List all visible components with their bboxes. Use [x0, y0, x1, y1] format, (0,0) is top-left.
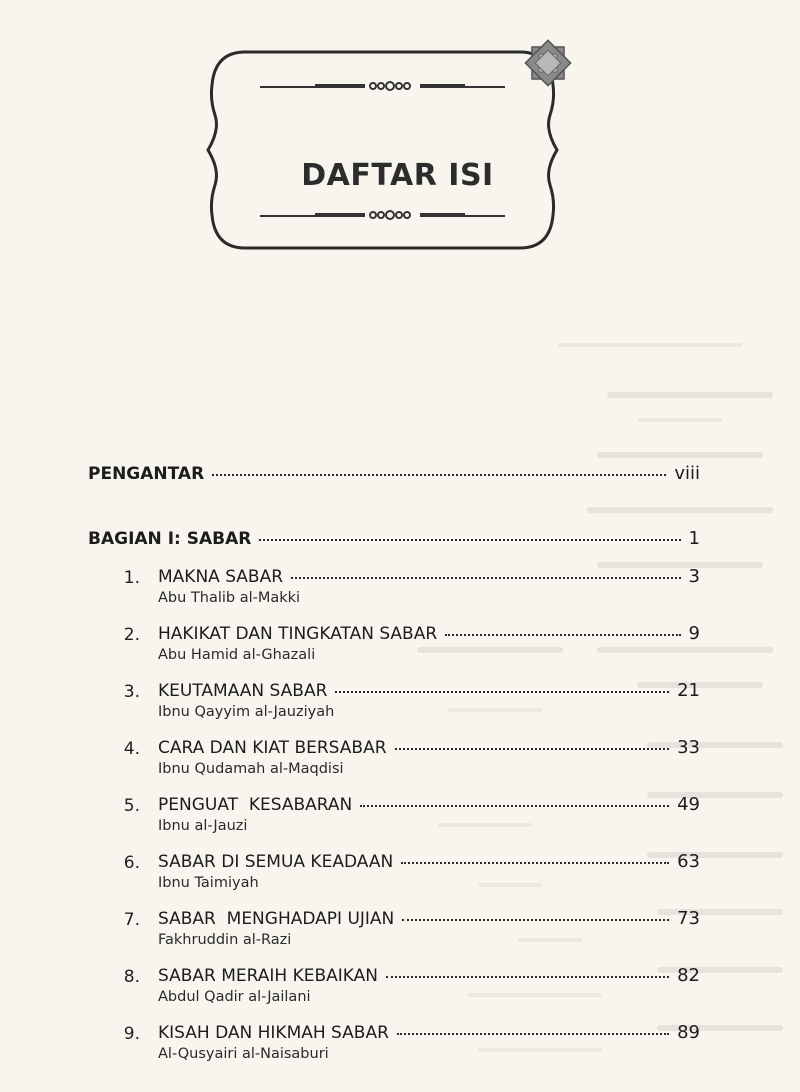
star-ornament-icon — [520, 35, 576, 91]
chapter-page-number: 89 — [677, 1022, 700, 1043]
chapter-number: 8. — [123, 967, 140, 987]
chapter-author: Abu Hamid al-Ghazali — [158, 647, 316, 663]
chapter-page-number: 33 — [677, 737, 700, 758]
chapter-title-line[interactable] — [158, 680, 700, 701]
chapter-page-number: 21 — [677, 680, 700, 701]
chapter-number: 5. — [123, 796, 140, 816]
dot-leader — [360, 805, 669, 807]
chapter-number: 6. — [123, 853, 140, 873]
chapter-title-line[interactable] — [158, 851, 700, 872]
chapter-title: PENGUAT KESABARAN — [158, 795, 353, 815]
chapter-number: 9. — [123, 1024, 140, 1044]
chapter-title: HAKIKAT DAN TINGKATAN SABAR — [158, 624, 438, 644]
chapter-title-line[interactable] — [158, 965, 700, 986]
chapter-author: Ibnu Qudamah al-Maqdisi — [158, 761, 344, 777]
chapter-page-number: 63 — [677, 851, 700, 872]
dot-leader — [401, 862, 669, 864]
dot-leader — [212, 474, 666, 476]
chapter-title: CARA DAN KIAT BERSABAR — [158, 738, 387, 758]
dot-leader — [335, 691, 669, 693]
toc-label: PENGANTAR — [88, 464, 205, 484]
page-title: DAFTAR ISI — [301, 158, 494, 193]
dot-leader — [397, 1033, 669, 1035]
chapter-author: Abdul Qadir al-Jailani — [158, 989, 311, 1005]
toc-page-number: viii — [674, 463, 700, 484]
chapter-title: MAKNA SABAR — [158, 567, 284, 587]
chapter-title: SABAR MENGHADAPI UJIAN — [158, 909, 395, 929]
chapter-title-line[interactable] — [158, 794, 700, 815]
dot-leader — [291, 577, 681, 579]
toc-entry-preface[interactable] — [88, 463, 700, 484]
chapter-author: Ibnu Qayyim al-Jauziyah — [158, 704, 335, 720]
chapter-number: 3. — [123, 682, 140, 702]
chapter-title: KEUTAMAAN SABAR — [158, 681, 328, 701]
chapter-page-number: 73 — [677, 908, 700, 929]
toc-page-number: 1 — [688, 528, 700, 549]
dot-leader — [445, 634, 680, 636]
chapter-author: Al-Qusyairi al-Naisaburi — [158, 1046, 329, 1062]
toc-entry-part-1[interactable] — [88, 528, 700, 549]
chapter-title: SABAR DI SEMUA KEADAAN — [158, 852, 394, 872]
chapter-author: Ibnu Taimiyah — [158, 875, 259, 891]
chapter-number: 4. — [123, 739, 140, 759]
chapter-title-line[interactable] — [158, 566, 700, 587]
chapter-author: Ibnu al-Jauzi — [158, 818, 248, 834]
chapter-author: Fakhruddin al-Razi — [158, 932, 292, 948]
chapter-title-line[interactable] — [158, 1022, 700, 1043]
dot-leader — [395, 748, 670, 750]
chapter-author: Abu Thalib al-Makki — [158, 590, 301, 606]
chapter-page-number: 82 — [677, 965, 700, 986]
chapter-page-number: 9 — [688, 623, 700, 644]
chapter-number: 7. — [123, 910, 140, 930]
chapter-number: 1. — [123, 568, 140, 588]
dot-leader — [386, 976, 669, 978]
toc-label: BAGIAN I: SABAR — [88, 529, 252, 549]
chapter-title: SABAR MERAIH KEBAIKAN — [158, 966, 378, 986]
chapter-page-number: 49 — [677, 794, 700, 815]
chapter-title-line[interactable] — [158, 737, 700, 758]
chapter-title-line[interactable] — [158, 908, 700, 929]
chapter-title: KISAH DAN HIKMAH SABAR — [158, 1023, 389, 1043]
chapter-page-number: 3 — [688, 566, 700, 587]
dot-leader — [259, 539, 680, 541]
chapter-number: 2. — [123, 625, 140, 645]
chapter-title-line[interactable] — [158, 623, 700, 644]
dot-leader — [402, 919, 669, 921]
